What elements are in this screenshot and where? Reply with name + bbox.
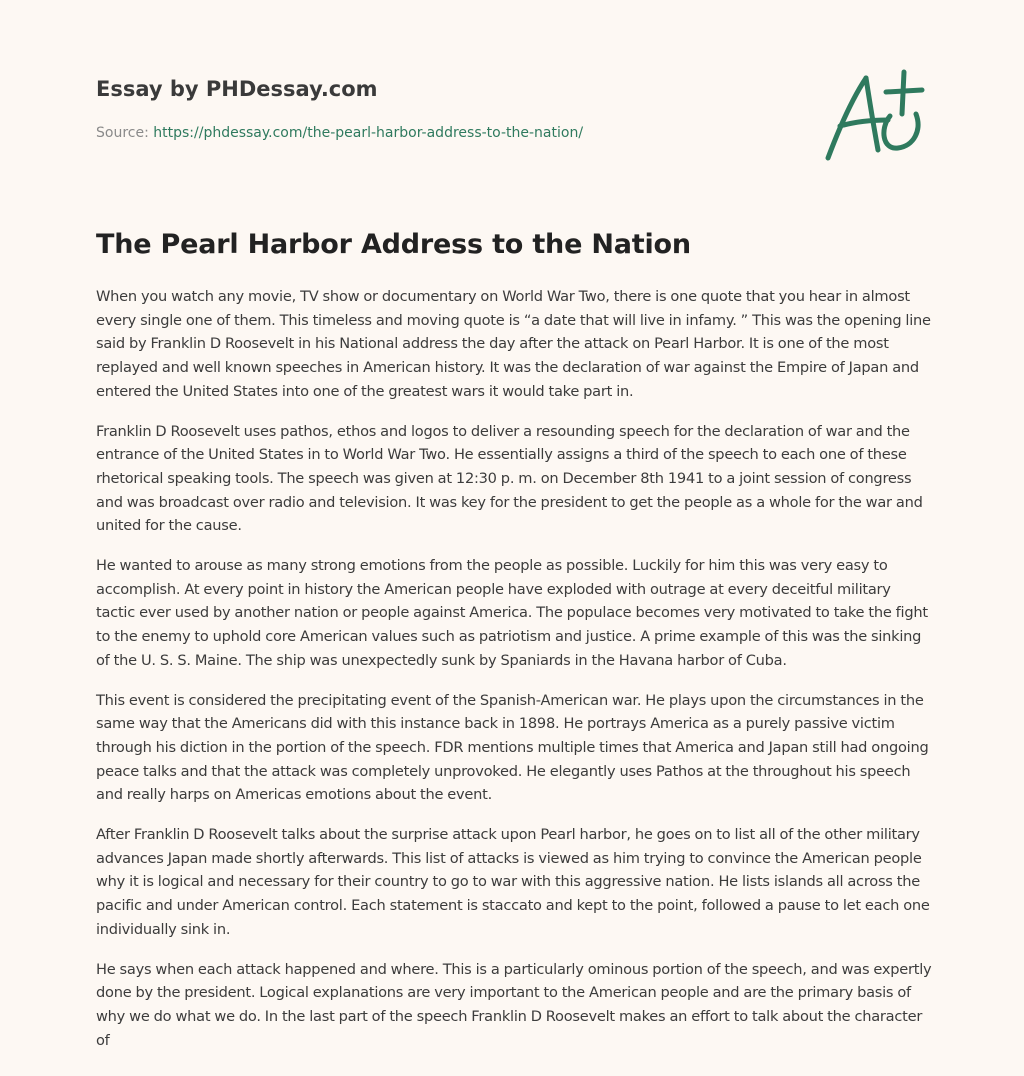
essay-paragraph: Franklin D Roosevelt uses pathos, ethos and logos to deliver a resounding speech for the declaration of war and the entrance of the United States in to World War Two. He essentially assigns a third of the speech to each one of these rhetorical speaking tools. The speech was given at 12:30 p. m. on December 8th 1941 to a joint session of congress and was broadcast over radio and television. It was key for the president to get the people as a whole for the war and united for the cause.: [96, 422, 923, 535]
source-line: [96, 123, 796, 143]
essay-paragraph: After Franklin D Roosevelt talks about the surprise attack upon Pearl harbor, he goes on to list all of the other military advances Japan made shortly afterwards. This list of attacks is viewed as him trying to convince the American people why it is logical and necessary for their country to go to war with this aggressive nation. He lists islands all across the pacific and under American control. Each statement is staccato and kept to the point, followed a pause to let each one individually sink in.: [96, 826, 930, 938]
essay-title: The Pearl Harbor Address to the Nation: [96, 229, 691, 260]
essay-paragraph: He says when each attack happened and where. This is a particularly ominous portion of the speech, and was expertly done by the president. Logical explanations are very important to the American people and are the primary basis of why we do what we do. In the last part of the speech Franklin D Roosevelt makes an effort to talk about the character of: [96, 960, 932, 1049]
a-plus-grade-icon: [818, 64, 930, 168]
source-link[interactable]: https://phdessay.com/the-pearl-harbor-address-to-the-nation/: [153, 125, 584, 141]
essay-body: [96, 285, 932, 1068]
essay-paragraph: This event is considered the precipitating event of the Spanish-American war. He plays upon the circumstances in the same way that the Americans did with this instance back in 1898. He portrays America as a purely passive victim through his diction in the portion of the speech. FDR mentions multiple times that America and Japan still had ongoing peace talks and that the attack was completely unprovoked. He elegantly uses Pathos at the throughout his speech and really harps on Americas emotions about the event.: [96, 691, 929, 804]
site-title: Essay by PHDessay.com: [96, 77, 378, 101]
page-header: [96, 74, 796, 143]
essay-paragraph: When you watch any movie, TV show or documentary on World War Two, there is one quote that you hear in almost every single one of them. This timeless and moving quote is “a date that will live in infamy. ” This was the opening line said by Franklin D Roosevelt in his National address the day after the attack on Pearl Harbor. It is one of the most replayed and well known speeches in American history. It was the declaration of war against the Empire of Japan and entered the United States into one of the greatest wars it would take part in.: [96, 288, 931, 400]
essay-paragraph: He wanted to arouse as many strong emotions from the people as possible. Luckily for him this was very easy to accomplish. At every point in history the American people have exploded with outrage at every deceitful military tactic ever used by another nation or people against America. The populace becomes very motivated to take the fight to the enemy to uphold core American values such as patriotism and justice. A prime example of this was the sinking of the U. S. S. Maine. The ship was unexpectedly sunk by Spaniards in the Havana harbor of Cuba.: [96, 557, 928, 669]
source-label: Source:: [96, 125, 149, 141]
